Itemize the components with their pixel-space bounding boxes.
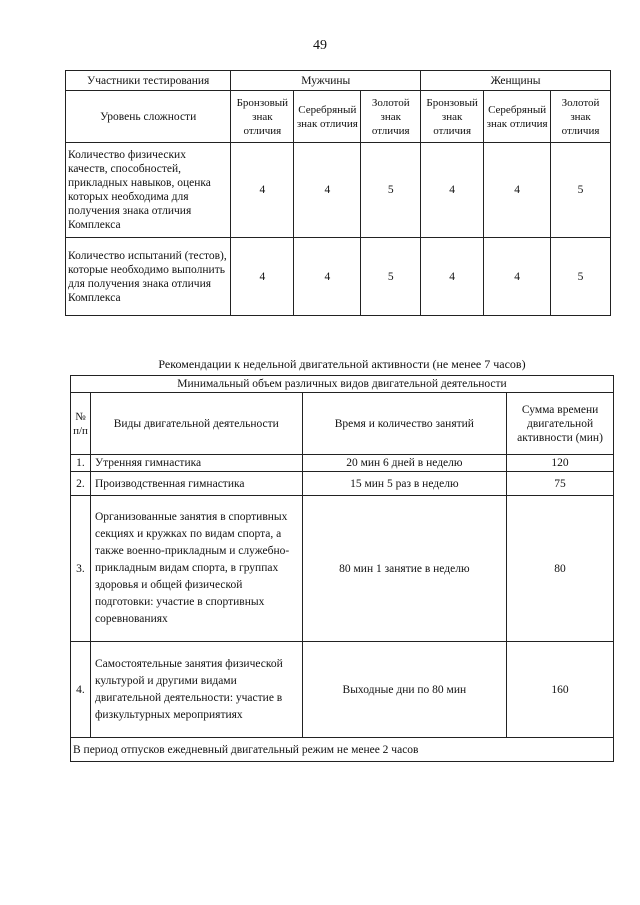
badge-women-bronze: Бронзовый знак отличия: [421, 91, 484, 143]
row-num: 4.: [71, 642, 91, 738]
header-women: Женщины: [421, 71, 611, 91]
table-row: [71, 472, 614, 496]
row-num: 3.: [71, 496, 91, 642]
table-row: [71, 496, 614, 642]
cell-value: 4: [421, 238, 484, 316]
badge-requirements-table: [65, 70, 611, 316]
cell-value: 5: [361, 143, 421, 238]
header-participants: Участники тестирования: [66, 71, 231, 91]
cell-value: 4: [231, 143, 294, 238]
header-type: Виды двигательной деятельности: [90, 393, 302, 455]
page-number: 49: [313, 38, 327, 53]
cell-value: 4: [294, 143, 361, 238]
row-num: 1.: [71, 455, 91, 472]
badge-women-silver: Серебряный знак отличия: [484, 91, 551, 143]
cell-value: 4: [231, 238, 294, 316]
row-sum: 160: [507, 642, 614, 738]
row-label: Количество физических качеств, способностей, прикладных навыков, оценка которых необходима для получения знака отличия Комплекса: [66, 143, 231, 238]
row-type: Организованные занятия в спортивных секциях и кружках по видам спорта, а также военно-прикладным и служебно-прикладным видам спорта, в группах здоровья и общей физической подготовки: участие в спортивных соревнованиях: [90, 496, 302, 642]
row-time: 80 мин 1 занятие в неделю: [302, 496, 507, 642]
header-level: Уровень сложности: [66, 91, 231, 143]
badge-men-silver: Серебряный знак отличия: [294, 91, 361, 143]
cell-value: 5: [551, 238, 611, 316]
table-row: [66, 143, 611, 238]
row-type: Самостоятельные занятия физической культурой и другими видами двигательной деятельности: участие в физкультурных мероприятиях: [90, 642, 302, 738]
cell-value: 4: [421, 143, 484, 238]
header-men: Мужчины: [231, 71, 421, 91]
row-sum: 120: [507, 455, 614, 472]
table-subtitle: Минимальный объем различных видов двигательной деятельности: [71, 376, 614, 393]
row-time: Выходные дни по 80 мин: [302, 642, 507, 738]
header-time: Время и количество занятий: [302, 393, 507, 455]
badge-men-bronze: Бронзовый знак отличия: [231, 91, 294, 143]
row-type: Производственная гимнастика: [90, 472, 302, 496]
cell-value: 4: [294, 238, 361, 316]
cell-value: 5: [551, 143, 611, 238]
row-time: 20 мин 6 дней в неделю: [302, 455, 507, 472]
header-num: № п/п: [71, 393, 91, 455]
cell-value: 4: [484, 238, 551, 316]
cell-value: 5: [361, 238, 421, 316]
table-row: [71, 642, 614, 738]
row-sum: 80: [507, 496, 614, 642]
badge-men-gold: Золотой знак отличия: [361, 91, 421, 143]
table-footer: В период отпусков ежедневный двигательный режим не менее 2 часов: [71, 738, 614, 762]
activity-table: [70, 375, 614, 762]
row-type: Утренняя гимнастика: [90, 455, 302, 472]
table-row: [71, 455, 614, 472]
table-row: [66, 238, 611, 316]
row-time: 15 мин 5 раз в неделю: [302, 472, 507, 496]
badge-women-gold: Золотой знак отличия: [551, 91, 611, 143]
cell-value: 4: [484, 143, 551, 238]
header-sum: Сумма времени двигательной активности (мин): [507, 393, 614, 455]
row-num: 2.: [71, 472, 91, 496]
recommendations-title: Рекомендации к недельной двигательной активности (не менее 7 часов): [158, 357, 526, 371]
row-label: Количество испытаний (тестов), которые необходимо выполнить для получения знака отличия Комплекса: [66, 238, 231, 316]
row-sum: 75: [507, 472, 614, 496]
